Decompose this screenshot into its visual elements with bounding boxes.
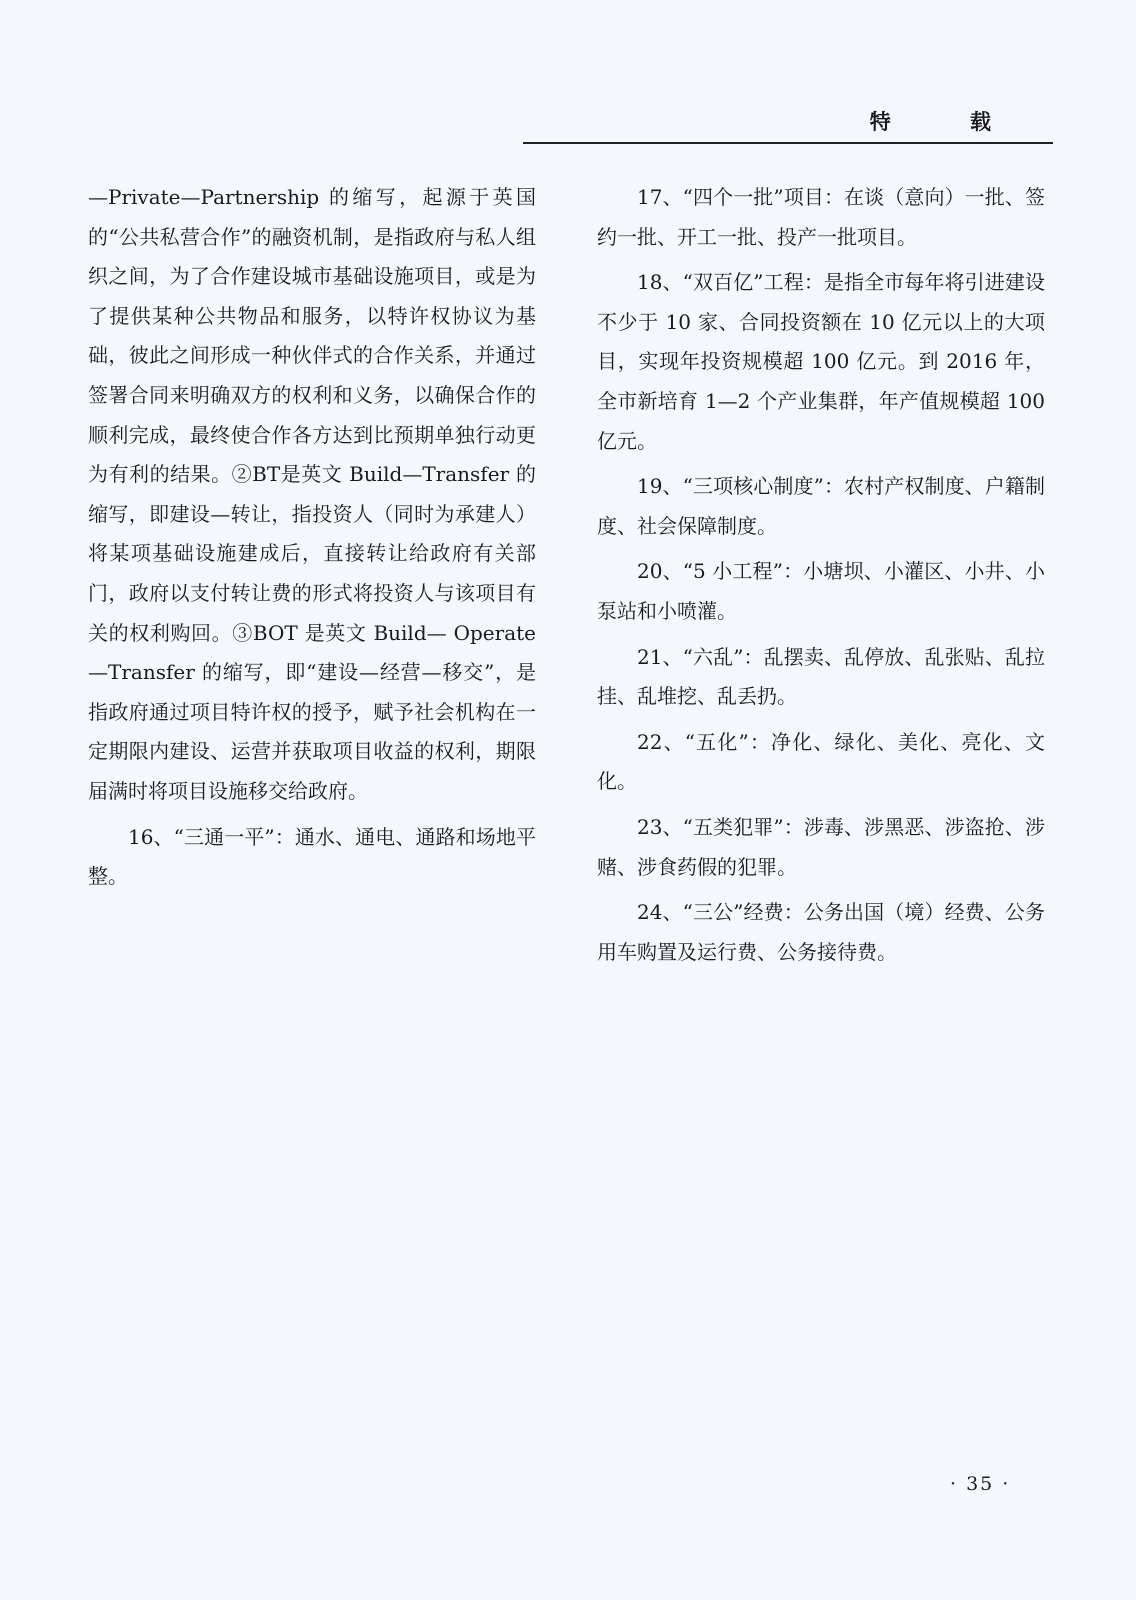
paragraph-item-22: 22、“五化”：净化、绿化、美化、亮化、文化。 <box>597 729 1045 794</box>
paragraph-continuation: —Private—Partnership 的缩写，起源于英国的“公共私营合作”的融资机制，是指政府与私人组织之间，为了合作建设城市基础设施项目，或是为了提供某种公共物品和服务，以特许权协议为基础，彼此之间形成一种伙伴式的合作关系，并通过签署合同来明确双方的权利和义务，以确保合作的顺利完成，最终使合作各方达到比预期单独行动更为有利的结果。②BT是英文 Build—Transfer 的缩写，即建设—转让，指投资人（同时为承建人）将某项基础设施建成后，直接转让给政府有关部门，政府以支付转让费的形式将投资人与该项目有关的权利购回。③BOT 是英文 Build— Operate—Transfer 的缩写，即“建设—经营—移交”，是指政府通过项目特许权的授予，赋予社会机构在一定期限内建设、运营并获取项目收益的权利，期限届满时将项目设施移交给政府。 <box>88 185 536 803</box>
left-column <box>88 178 536 897</box>
paragraph-item-23: 23、“五类犯罪”：涉毒、涉黑恶、涉盗抢、涉赌、涉食药假的犯罪。 <box>597 814 1045 879</box>
section-title: 特 载 <box>869 110 1027 134</box>
paragraph-item-19: 19、“三项核心制度”：农村产权制度、户籍制度、社会保障制度。 <box>597 474 1045 538</box>
paragraph-item-20: 20、“5 小工程”：小塘坝、小灌区、小井、小泵站和小喷灌。 <box>597 559 1045 623</box>
header-rule <box>523 142 1053 144</box>
page-number: · 35 · <box>950 1473 1011 1495</box>
paragraph-item-18: 18、“双百亿”工程：是指全市每年将引进建设不少于 10 家、合同投资额在 10 亿元以上的大项目，实现年投资规模超 100 亿元。到 2016 年，全市新培育 1—2 个产业集群，年产值规模超 100 亿元。 <box>597 270 1045 453</box>
paragraph-item-17: 17、“四个一批”项目：在谈（意向）一批、签约一批、开工一批、投产一批项目。 <box>597 185 1045 249</box>
paragraph-item-21: 21、“六乱”：乱摆卖、乱停放、乱张贴、乱拉挂、乱堆挖、乱丢扔。 <box>597 644 1045 709</box>
paragraph-item-16: 16、“三通一平”：通水、通电、通路和场地平整。 <box>88 824 536 889</box>
paragraph-item-24: 24、“三公”经费：公务出国（境）经费、公务用车购置及运行费、公务接待费。 <box>597 900 1045 964</box>
running-header <box>523 98 1053 144</box>
right-column <box>597 178 1045 972</box>
